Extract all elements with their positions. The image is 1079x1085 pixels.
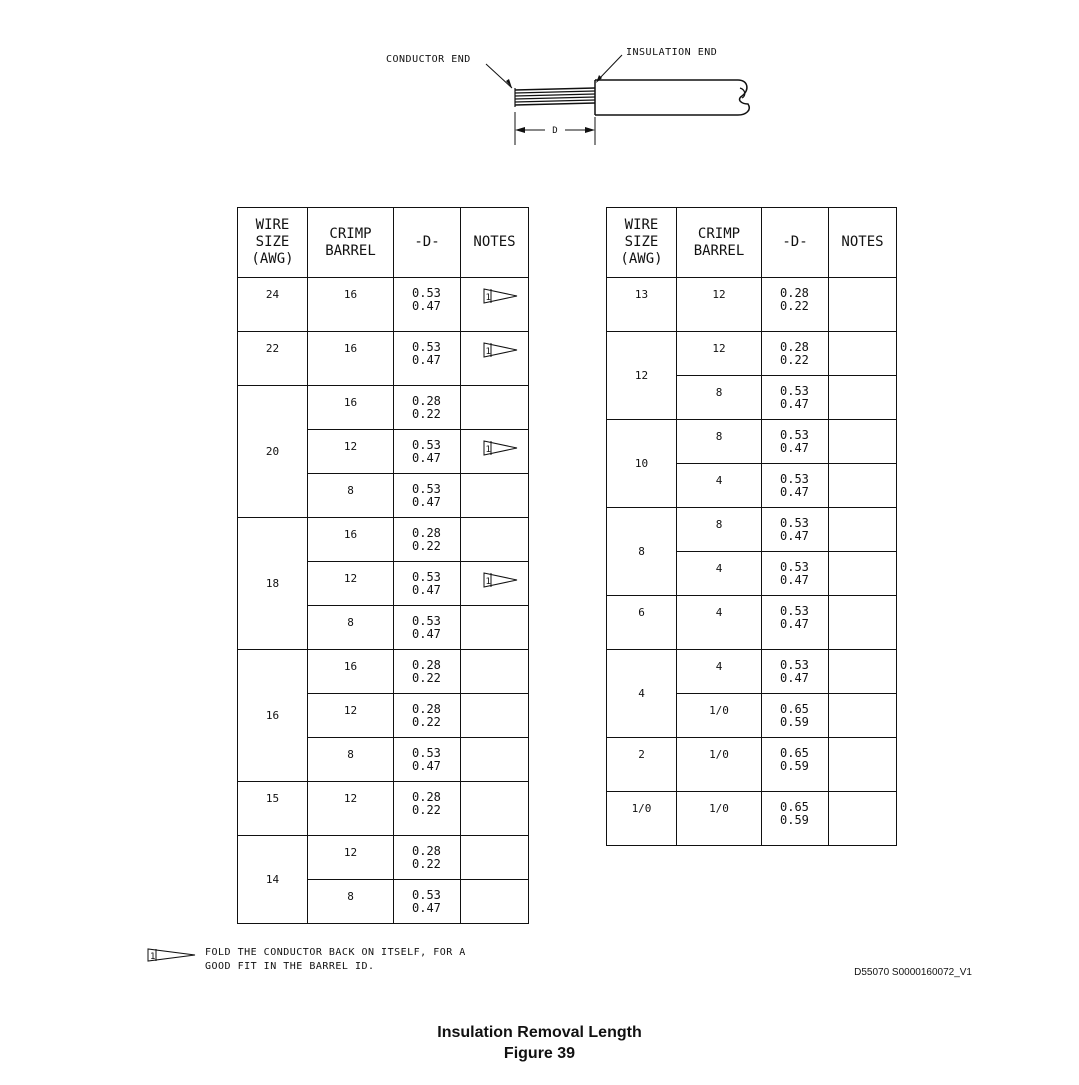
- table-row: [607, 508, 897, 552]
- table-row: [607, 332, 897, 376]
- crimp-barrel-cell: 16: [308, 386, 394, 430]
- header-wire-size: WIRE SIZE (AWG): [607, 208, 677, 278]
- d-length-cell: 0.28 0.22: [394, 836, 461, 880]
- d-length-cell: 0.53 0.47: [762, 420, 829, 464]
- d-length-cell: 0.28 0.22: [394, 518, 461, 562]
- table-header-row: [607, 208, 897, 278]
- wire-size-cell: 14: [238, 836, 308, 924]
- crimp-barrel-cell: 12: [308, 430, 394, 474]
- crimp-barrel-cell: 8: [677, 508, 762, 552]
- d-length-cell: 0.53 0.47: [762, 552, 829, 596]
- d-length-cell: 0.65 0.59: [762, 694, 829, 738]
- notes-cell: [829, 464, 897, 508]
- crimp-barrel-cell: 16: [308, 518, 394, 562]
- crimp-barrel-cell: 1/0: [677, 694, 762, 738]
- svg-text:1: 1: [150, 952, 156, 962]
- crimp-barrel-cell: 8: [677, 420, 762, 464]
- crimp-barrel-cell: 8: [308, 606, 394, 650]
- notes-cell: [829, 552, 897, 596]
- insulation-jacket: [595, 80, 749, 115]
- d-length-cell: 0.28 0.22: [394, 694, 461, 738]
- notes-cell: [461, 694, 529, 738]
- wire-strip-diagram: [0, 0, 1079, 170]
- wire-drawing: [0, 0, 1079, 170]
- d-length-cell: 0.53 0.47: [394, 738, 461, 782]
- d-length-cell: 0.53 0.47: [762, 596, 829, 650]
- notes-cell: [461, 518, 529, 562]
- wire-size-cell: 4: [607, 650, 677, 738]
- table-row: [238, 518, 529, 562]
- notes-cell: [461, 738, 529, 782]
- header-d: -D-: [394, 208, 461, 278]
- note-flag-icon: [147, 948, 197, 962]
- d-length-cell: 0.53 0.47: [762, 508, 829, 552]
- d-length-cell: 0.53 0.47: [394, 332, 461, 386]
- crimp-barrel-cell: 16: [308, 332, 394, 386]
- table-row: [238, 332, 529, 386]
- svg-text:1: 1: [485, 577, 491, 587]
- d-length-cell: 0.53 0.47: [762, 464, 829, 508]
- notes-cell: [461, 836, 529, 880]
- d-length-cell: 0.28 0.22: [762, 332, 829, 376]
- crimp-barrel-cell: 12: [308, 836, 394, 880]
- svg-text:1: 1: [485, 293, 491, 303]
- conductor-leader-line: [486, 64, 512, 88]
- notes-cell: [829, 596, 897, 650]
- notes-cell: [829, 278, 897, 332]
- crimp-barrel-cell: 1/0: [677, 738, 762, 792]
- header-wire-size: WIRE SIZE (AWG): [238, 208, 308, 278]
- wire-size-cell: 8: [607, 508, 677, 596]
- crimp-barrel-cell: 12: [677, 278, 762, 332]
- table-row: [607, 278, 897, 332]
- insulation-end-label: INSULATION END: [626, 47, 718, 58]
- note-flag-icon: [483, 342, 519, 358]
- notes-cell: [461, 880, 529, 924]
- notes-cell: [829, 420, 897, 464]
- header-notes: NOTES: [461, 208, 529, 278]
- crimp-barrel-cell: 12: [308, 694, 394, 738]
- notes-cell: [461, 386, 529, 430]
- crimp-barrel-cell: 8: [308, 474, 394, 518]
- table-row: [238, 836, 529, 880]
- table-row: [238, 650, 529, 694]
- d-length-cell: 0.53 0.47: [394, 474, 461, 518]
- d-length-cell: 0.53 0.47: [762, 376, 829, 420]
- d-length-cell: 0.53 0.47: [394, 278, 461, 332]
- wire-size-cell: 15: [238, 782, 308, 836]
- crimp-barrel-cell: 12: [308, 782, 394, 836]
- insulation-table-left: [237, 207, 529, 924]
- table-row: [607, 596, 897, 650]
- table-row: [607, 650, 897, 694]
- document-id: D55070 S0000160072_V1: [854, 967, 972, 978]
- footnote: [147, 946, 466, 988]
- crimp-barrel-cell: 1/0: [677, 792, 762, 846]
- conductor-end-label: CONDUCTOR END: [386, 54, 471, 65]
- figure-number: Figure 39: [503, 1045, 576, 1062]
- crimp-barrel-cell: 16: [308, 278, 394, 332]
- note-flag-icon: [483, 440, 519, 456]
- wire-size-cell: 16: [238, 650, 308, 782]
- d-length-cell: 0.53 0.47: [394, 430, 461, 474]
- notes-cell: [829, 694, 897, 738]
- d-length-cell: 0.53 0.47: [394, 562, 461, 606]
- header-d: -D-: [762, 208, 829, 278]
- table-row: [607, 738, 897, 792]
- crimp-barrel-cell: 4: [677, 552, 762, 596]
- wire-size-cell: 1/0: [607, 792, 677, 846]
- notes-cell: [461, 782, 529, 836]
- d-length-cell: 0.28 0.22: [394, 386, 461, 430]
- crimp-barrel-cell: 16: [308, 650, 394, 694]
- insulation-table-right: [606, 207, 897, 846]
- notes-cell: [461, 278, 529, 332]
- table-row: [607, 420, 897, 464]
- crimp-barrel-cell: 8: [308, 738, 394, 782]
- wire-size-cell: 13: [607, 278, 677, 332]
- note-flag-icon: [483, 572, 519, 588]
- d-length-cell: 0.65 0.59: [762, 792, 829, 846]
- note-flag-icon: [483, 288, 519, 304]
- conductor-strands: [515, 88, 595, 107]
- d-length-cell: 0.53 0.47: [762, 650, 829, 694]
- table-row: [238, 386, 529, 430]
- notes-cell: [461, 332, 529, 386]
- wire-size-cell: 12: [607, 332, 677, 420]
- table-header-row: [238, 208, 529, 278]
- notes-cell: [829, 332, 897, 376]
- wire-size-cell: 22: [238, 332, 308, 386]
- d-length-cell: 0.53 0.47: [394, 880, 461, 924]
- crimp-barrel-cell: 12: [677, 332, 762, 376]
- d-length-cell: 0.28 0.22: [394, 782, 461, 836]
- crimp-barrel-cell: 8: [308, 880, 394, 924]
- wire-size-cell: 24: [238, 278, 308, 332]
- wire-size-cell: 6: [607, 596, 677, 650]
- crimp-barrel-cell: 4: [677, 596, 762, 650]
- notes-cell: [461, 474, 529, 518]
- wire-size-cell: 2: [607, 738, 677, 792]
- figure-title: Insulation Removal Length: [437, 1024, 642, 1041]
- svg-text:1: 1: [485, 347, 491, 357]
- notes-cell: [829, 650, 897, 694]
- notes-cell: [461, 606, 529, 650]
- header-crimp-barrel: CRIMP BARREL: [677, 208, 762, 278]
- d-length-cell: 0.28 0.22: [394, 650, 461, 694]
- crimp-barrel-cell: 4: [677, 464, 762, 508]
- wire-size-cell: 20: [238, 386, 308, 518]
- table-row: [238, 278, 529, 332]
- wire-size-cell: 10: [607, 420, 677, 508]
- table-row: [238, 782, 529, 836]
- notes-cell: [461, 562, 529, 606]
- notes-cell: [829, 738, 897, 792]
- table-row: [607, 792, 897, 846]
- dimension-d-label: D: [552, 126, 558, 136]
- notes-cell: [461, 430, 529, 474]
- notes-cell: [829, 792, 897, 846]
- svg-text:1: 1: [485, 445, 491, 455]
- crimp-barrel-cell: 4: [677, 650, 762, 694]
- footnote-text: FOLD THE CONDUCTOR BACK ON ITSELF, FOR A GOOD FIT IN THE BARREL ID.: [205, 947, 466, 972]
- d-length-cell: 0.65 0.59: [762, 738, 829, 792]
- header-notes: NOTES: [829, 208, 897, 278]
- notes-cell: [829, 508, 897, 552]
- wire-size-cell: 18: [238, 518, 308, 650]
- header-crimp-barrel: CRIMP BARREL: [308, 208, 394, 278]
- insulation-leader-line: [598, 55, 622, 80]
- crimp-barrel-cell: 12: [308, 562, 394, 606]
- d-length-cell: 0.53 0.47: [394, 606, 461, 650]
- notes-cell: [829, 376, 897, 420]
- crimp-barrel-cell: 8: [677, 376, 762, 420]
- notes-cell: [461, 650, 529, 694]
- d-length-cell: 0.28 0.22: [762, 278, 829, 332]
